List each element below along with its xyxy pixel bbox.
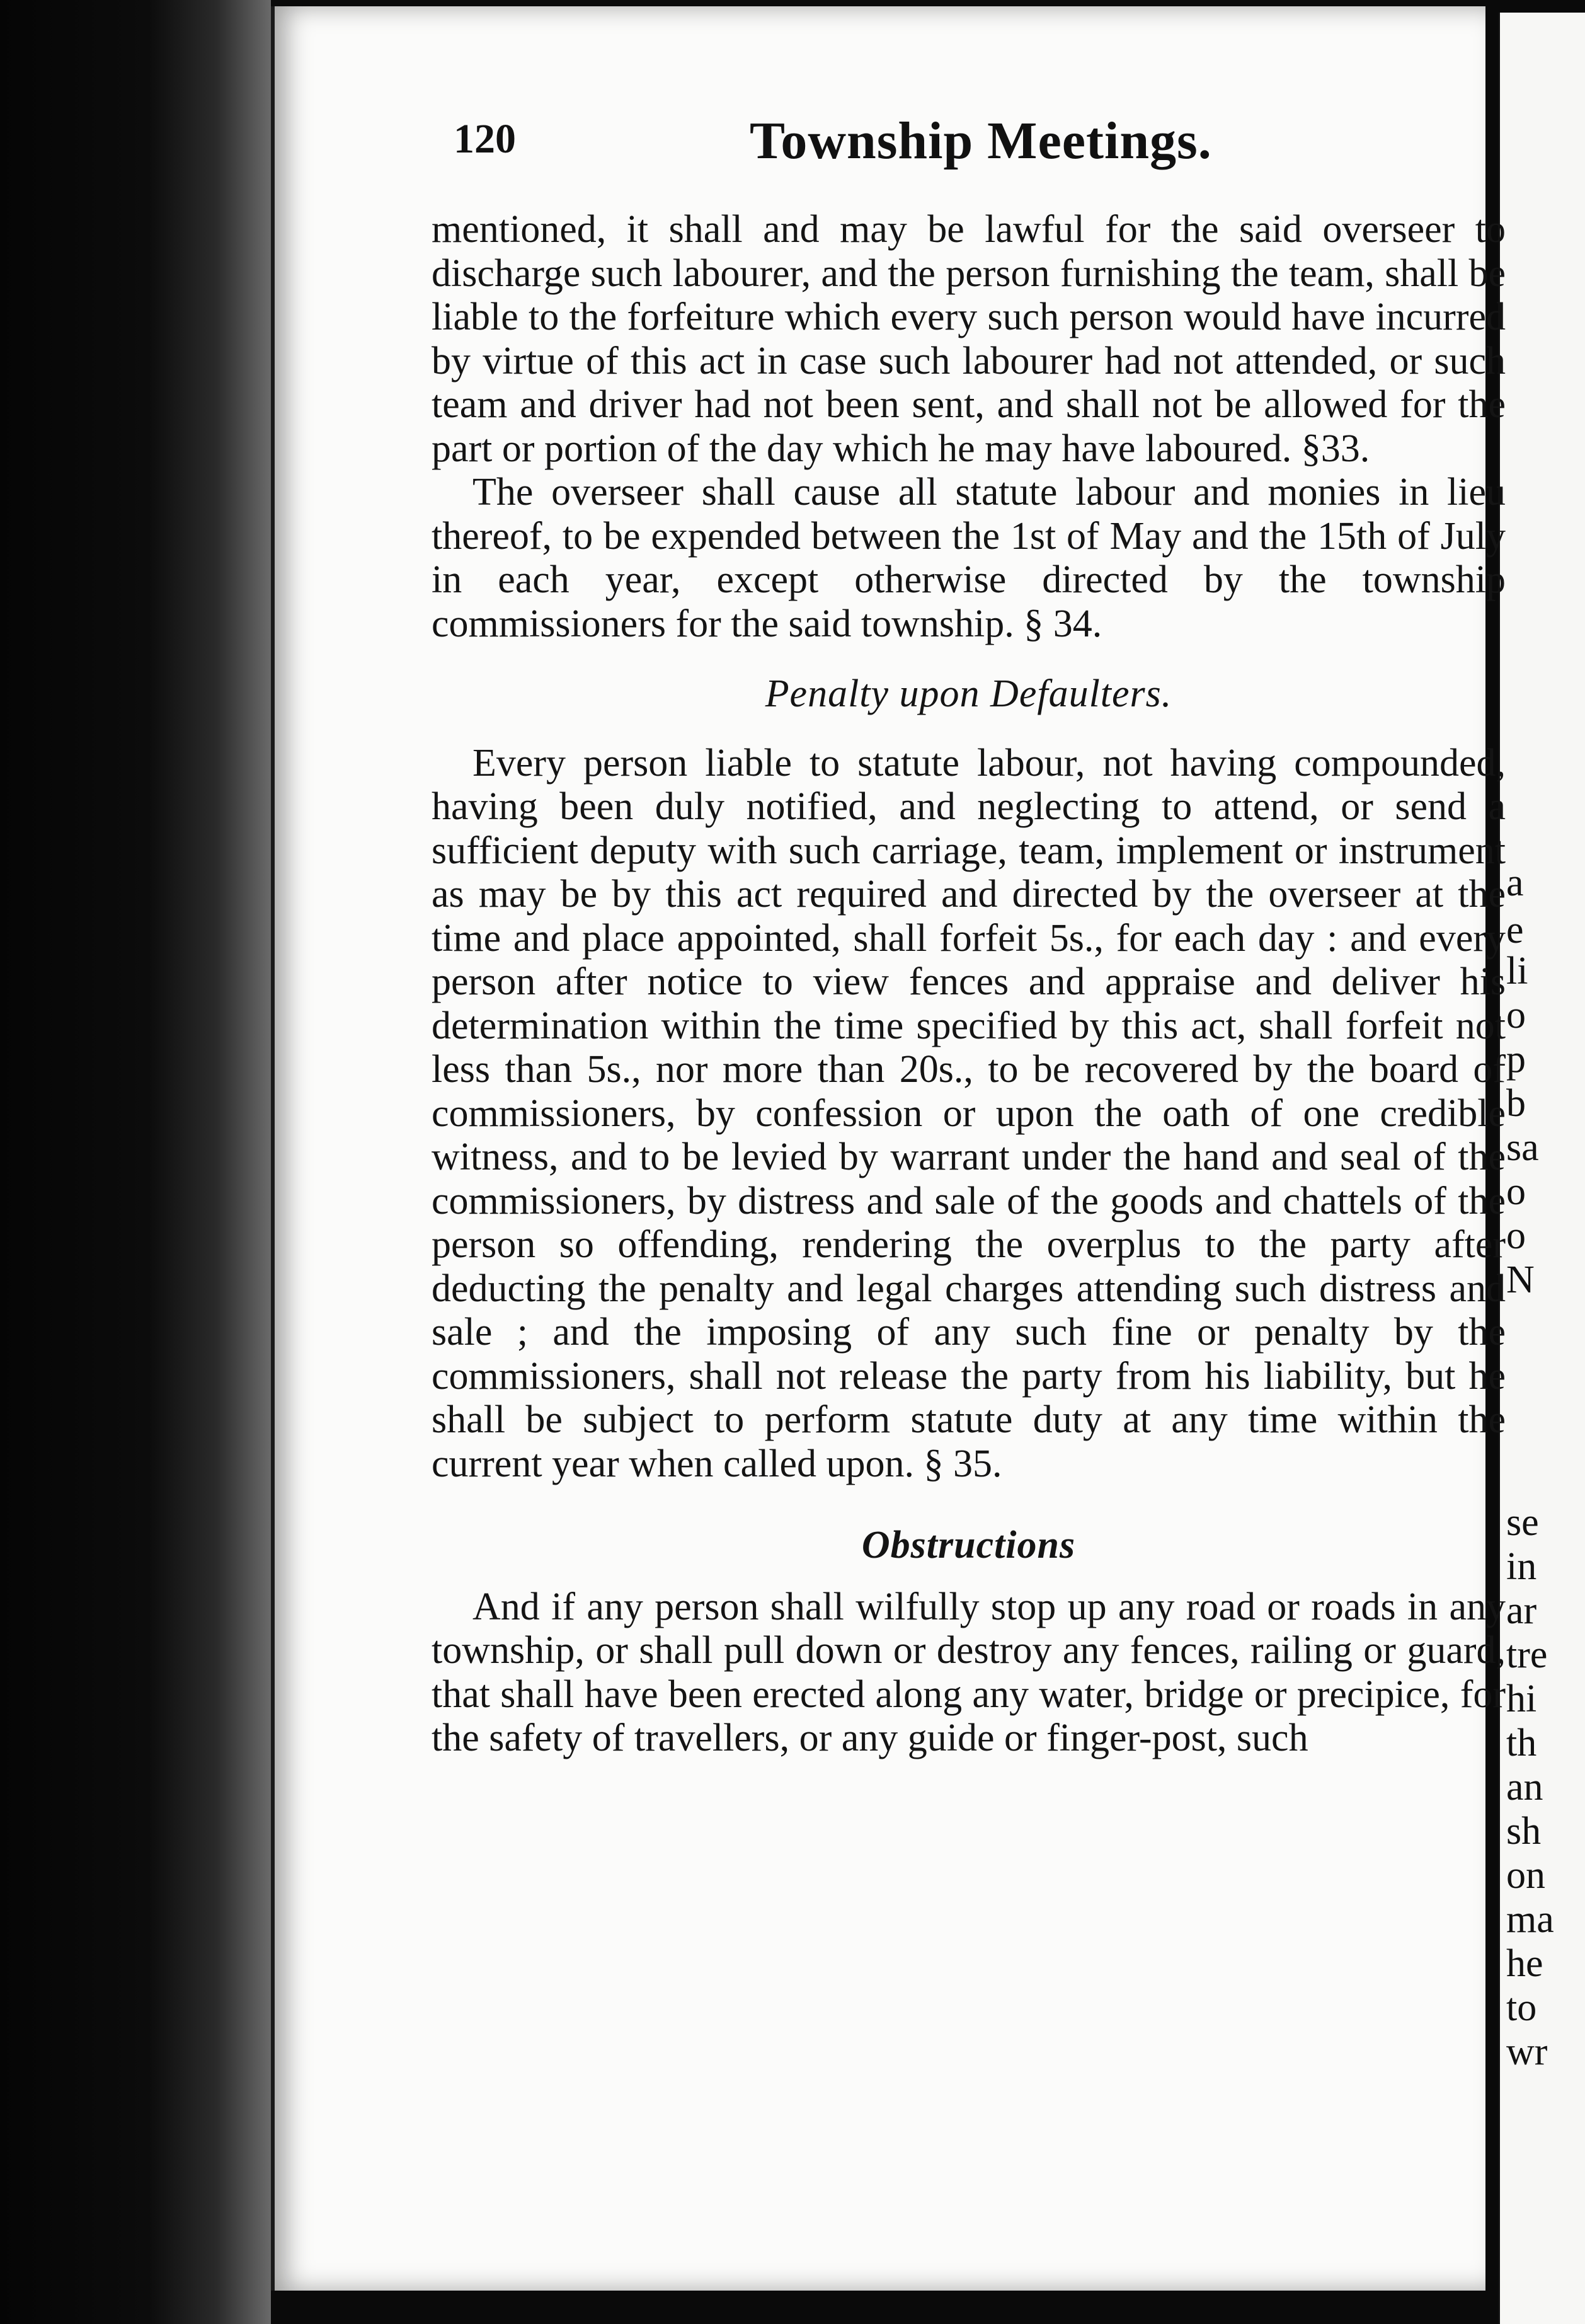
facing-page-fragment: b — [1506, 1082, 1526, 1125]
facing-page-fragment: hi — [1506, 1677, 1537, 1720]
facing-page-fragment: in — [1506, 1545, 1537, 1588]
page-number: 120 — [454, 116, 516, 162]
paragraph-penalty: Every person liable to statute labour, not having compounded, having been duly notified, and neglecting to attend, or send a sufficient deputy with such carriage, team, implement or instrument as may be by this act required and directed by the overseer at the time and place appointed, shall forfeit 5s., for each day : and every person after notice to view fences and appraise and deliver his determination within the time specified by this act, shall forfeit not less than 5s., nor more than 20s., to be recovered by the board of commissioners, by confession or upon the oath of one credible witness, and to be levied by warrant under the hand and seal of the commissioners, by distress and sale of the goods and chattels of the person so offending, rendering the overplus to the party after deducting the penalty and legal charges attending such distress and sale ; and the imposing of any such fine or penalty by the commissioners, shall not release the party from his liability, but he shall be subject to perform statute duty at any time within the current year when called upon. § 35. — [432, 741, 1506, 1485]
facing-page-fragment: sa — [1506, 1126, 1539, 1169]
facing-page-fragment: se — [1506, 1501, 1539, 1544]
facing-page-fragment: o — [1506, 1170, 1526, 1213]
facing-page-fragment: a — [1506, 861, 1524, 904]
facing-page-fragment: sh — [1506, 1810, 1542, 1853]
facing-page-fragment: wr — [1506, 2030, 1548, 2073]
facing-page-fragment: he — [1506, 1942, 1543, 1985]
facing-page-fragment: ma — [1506, 1898, 1554, 1941]
facing-page-fragment: th — [1506, 1722, 1537, 1764]
page-edge — [271, 6, 275, 2291]
facing-page-fragment: li — [1506, 950, 1528, 992]
facing-page-edge — [1498, 13, 1585, 2324]
paragraph-statute-labour-dates: The overseer shall cause all statute labour and monies in lieu thereof, to be expended between the 1st of May and the 15th of July in each year, except otherwise directed by the township commissioners for the said township. § 34. — [432, 471, 1506, 645]
paragraph-obstructions: And if any person shall wilfully stop up any road or roads in any township, or shall pull down or destroy any fences, railing or guard, that shall have been erected along any water, bridge or precipice, for the safety of travellers, or any guide or finger-post, such — [432, 1585, 1506, 1759]
facing-page-fragment: N — [1506, 1258, 1535, 1301]
page-header — [454, 110, 1254, 186]
section-heading-penalty: Penalty upon Defaulters. — [765, 672, 1172, 715]
facing-page-fragment: on — [1506, 1854, 1545, 1897]
binding-gutter — [0, 0, 271, 2324]
section-heading-obstructions: Obstructions — [861, 1524, 1076, 1567]
facing-page-fragment: e — [1506, 909, 1524, 952]
body-text — [432, 208, 1506, 1761]
facing-page-fragment: tre — [1506, 1633, 1548, 1676]
facing-page-fragment: o — [1506, 1214, 1526, 1257]
paragraph-overseer-discharge: mentioned, it shall and may be lawful for the said overseer to discharge such labourer, and the person furnishing the team, shall be liable to the forfeiture which every such person would have incurred by virtue of this act in case such labourer had not attended, or such team and driver had not been sent, and shall not be allowed for the part or portion of the day which he may have laboured. §33. — [432, 208, 1506, 470]
facing-page-fragment: an — [1506, 1766, 1543, 1809]
facing-page-fragment: to — [1506, 1986, 1537, 2029]
facing-page-fragment: p — [1506, 1038, 1526, 1081]
facing-page-fragment: ar — [1506, 1589, 1537, 1632]
running-head: Township Meetings. — [750, 112, 1212, 170]
facing-page-fragment: o — [1506, 994, 1526, 1037]
